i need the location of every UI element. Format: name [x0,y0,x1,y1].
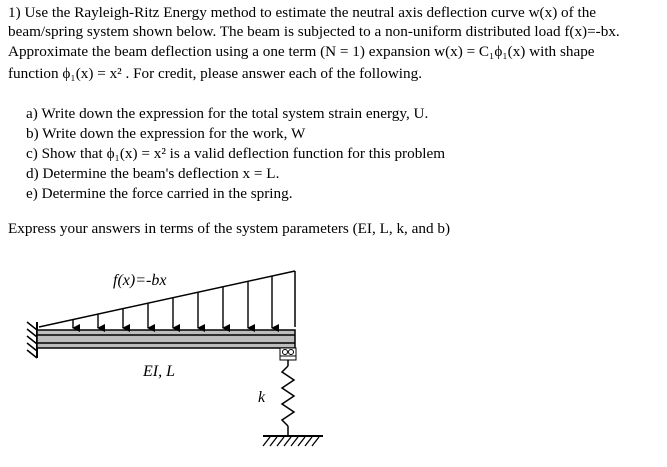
part-b: b) Write down the expression for the work, W [26,125,306,142]
spring [282,360,294,436]
intro-line-2: beam/spring system shown below. The beam is subjected to a non-uniform distributed load f(x)=-bx. [8,23,620,40]
roller-connector [280,348,296,360]
intro-line-1: 1) Use the Rayleigh-Ritz Energy method to estimate the neutral axis deflection curve w(x) of the [8,4,597,21]
part-a: a) Write down the expression for the total system strain energy, U. [26,105,429,122]
intro-line-3: Approximate the beam deflection using a one term (N = 1) expansion w(x) = C₁ϕ₁(x) with shape [8,43,595,60]
part-d: d) Determine the beam's deflection x = L. [26,165,280,182]
load-label: f(x)=-bx [113,272,167,289]
fixed-wall-support [27,322,37,358]
beam-label: EI, L [143,363,175,380]
part-e: e) Determine the force carried in the spring. [26,185,293,202]
ground-support [263,436,323,446]
intro-line-4: function ϕ₁(x) = x² . For credit, please answer each of the following. [8,65,422,82]
closing-text: Express your answers in terms of the system parameters (EI, L, k, and b) [8,220,451,237]
distributed-load [39,271,295,328]
spring-label: k [258,389,266,406]
beam [37,330,295,348]
part-c: c) Show that ϕ₁(x) = x² is a valid deflection function for this problem [26,145,446,162]
